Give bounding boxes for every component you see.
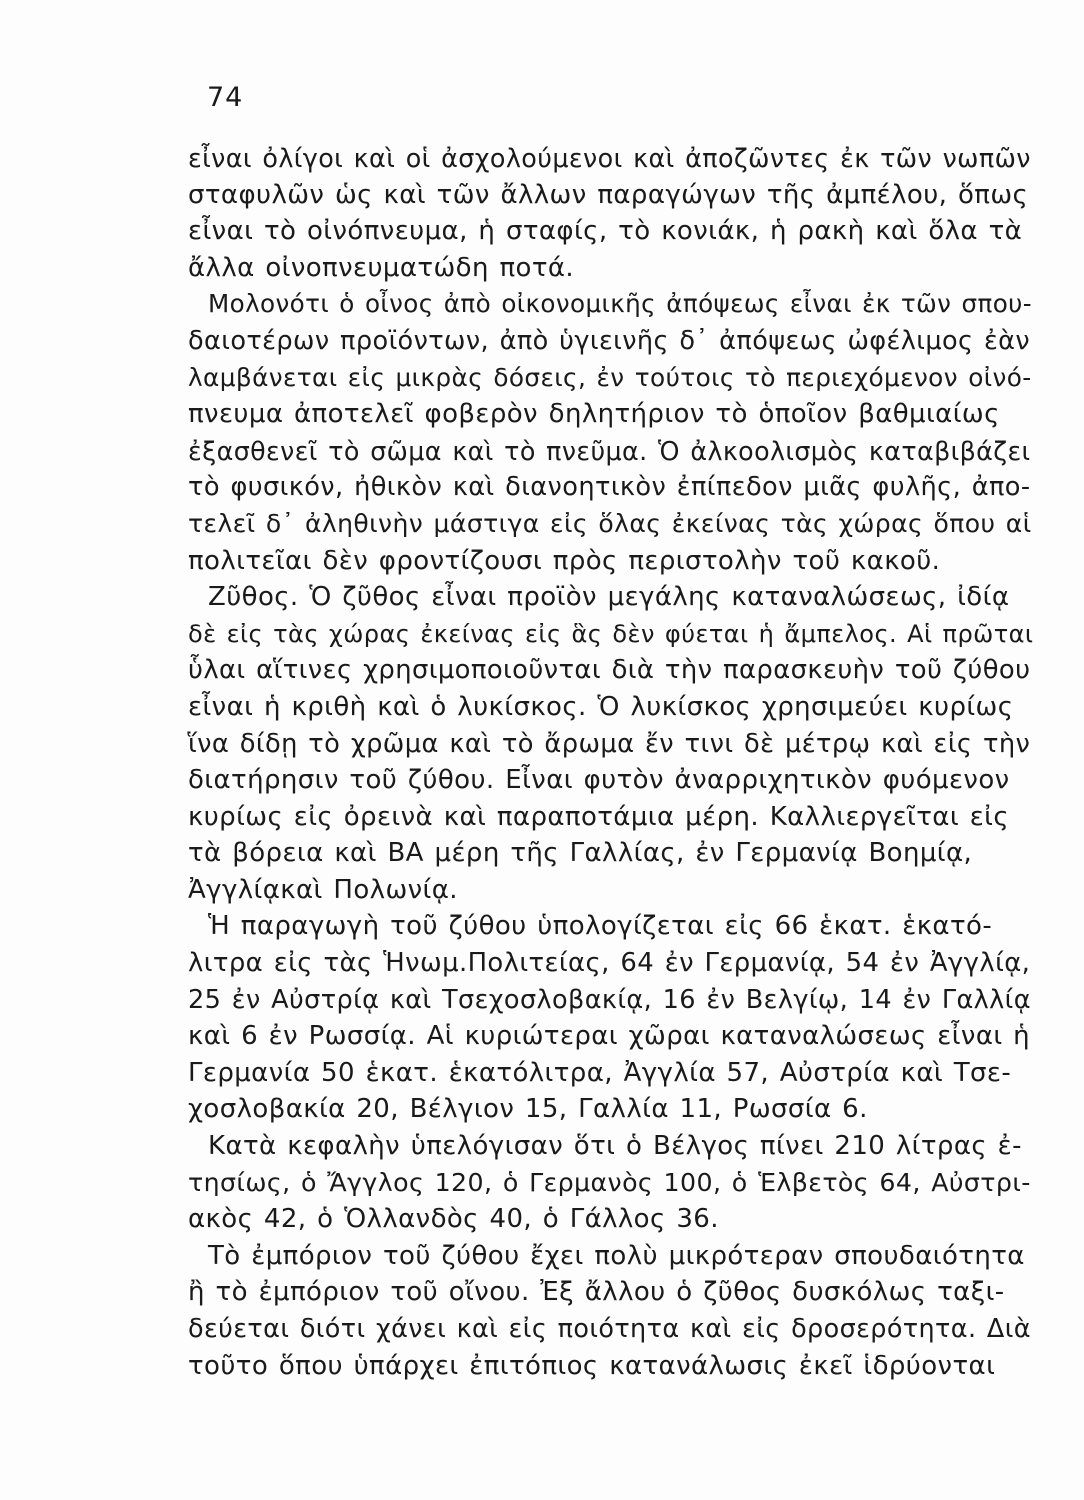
- text-line: δεύεται διότι χάνει καὶ εἰς ποιότητα καὶ εἰς δροσερότητα. Διὰ: [188, 1314, 1031, 1344]
- text-line: καὶ 6 ἐν Ρωσσίᾳ. Αἱ κυριώτεραι χῶραι καταναλώσεως εἶναι ἡ: [188, 1021, 1031, 1052]
- text-line: σταφυλῶν ὡς καὶ τῶν ἄλλων παραγώγων τῆς ἀμπέλου, ὅπως: [188, 179, 1029, 210]
- text-line: ἢ τὸ ἐμπόριον τοῦ οἴνου. Ἐξ ἄλλου ὁ ζῦθος δυσκόλως ταξι-: [188, 1277, 1005, 1308]
- text-line: Ζῦθος. Ὁ ζῦθος εἶναι προϊὸν μεγάλης καταναλώσεως, ἰδίᾳ: [208, 582, 1010, 613]
- text-line: εἶναι ἡ κριθὴ καὶ ὁ λυκίσκος. Ὁ λυκίσκος χρησιμεύει κυρίως: [188, 691, 1014, 722]
- text-line: πολιτεῖαι δὲν φροντίζουσι πρὸς περιστολὴν τοῦ κακοῦ.: [188, 545, 941, 576]
- page-number: 74: [207, 82, 244, 113]
- text-line: κυρίως εἰς ὀρεινὰ καὶ παραποτάμια μέρη. Καλλιεργεῖται εἰς: [188, 801, 1010, 832]
- text-line: πνευμα ἀποτελεῖ φοβερὸν δηλητήριον τὸ ὁποῖον βαθμιαίως: [188, 399, 1000, 430]
- text-line: ἵνα δίδῃ τὸ χρῶμα καὶ τὸ ἄρωμα ἔν τινι δὲ μέτρῳ καὶ εἰς τὴν: [188, 728, 1031, 759]
- text-line: ἐξασθενεῖ τὸ σῶμα καὶ τὸ πνεῦμα. Ὁ ἀλκοολισμὸς καταβιβάζει: [188, 435, 1031, 466]
- text-line: τοῦτο ὅπου ὑπάρχει ἐπιτόπιος κατανάλωσις ἐκεῖ ἱδρύονται: [188, 1350, 996, 1381]
- text-line: ακὸς 42, ὁ Ὁλλανδὸς 40, ὁ Γάλλος 36.: [188, 1204, 719, 1235]
- text-line: χοσλοβακία 20, Βέλγιον 15, Γαλλία 11, Ρωσσία 6.: [188, 1094, 868, 1125]
- text-line: τὸ φυσικόν, ἠθικὸν καὶ διανοητικὸν ἐπίπεδον μιᾶς φυλῆς, ἀπο-: [188, 472, 1031, 503]
- text-line: εἶναι τὸ οἰνόπνευμα, ἡ σταφίς, τὸ κονιάκ, ἡ ρακὴ καὶ ὅλα τὰ: [188, 216, 1023, 247]
- text-line: διατήρησιν τοῦ ζύθου. Εἶναι φυτὸν ἀναρριχητικὸν φυόμενον: [188, 765, 1010, 796]
- text-line: δὲ εἰς τὰς χώρας ἐκείνας εἰς ἃς δὲν φύεται ἡ ἄμπελος. Αἱ πρῶται: [188, 619, 1034, 648]
- text-line: ἄλλα οἰνοπνευματώδη ποτά.: [188, 252, 575, 283]
- text-line: τησίως, ὁ Ἄγγλος 120, ὁ Γερμανὸς 100, ὁ Ἑλβετὸς 64, Αὐστρι-: [188, 1167, 1031, 1197]
- text-line: ὗλαι αἵτινες χρησιμοποιοῦνται διὰ τὴν παρασκευὴν τοῦ ζύθου: [188, 655, 1031, 686]
- text-line: τὰ βόρεια καὶ ΒΑ μέρη τῆς Γαλλίας, ἐν Γερμανίᾳ Βοημίᾳ,: [188, 838, 973, 869]
- text-line: Μολονότι ὁ οἶνος ἀπὸ οἰκονομικῆς ἀπόψεως εἶναι ἐκ τῶν σπου-: [208, 289, 1033, 319]
- text-line: Κατὰ κεφαλὴν ὑπελόγισαν ὅτι ὁ Βέλγος πίνει 210 λίτρας ἐ-: [208, 1131, 1022, 1162]
- text-line: τελεῖ δ᾽ ἀληθινὴν μάστιγα εἰς ὅλας ἐκείνας τὰς χώρας ὅπου αἱ: [188, 508, 1032, 538]
- text-line: Γερμανία 50 ἑκατ. ἑκατόλιτρα, Ἀγγλία 57, Αὐστρία καὶ Τσε-: [188, 1057, 1012, 1088]
- text-line: Τὸ ἐμπόριον τοῦ ζύθου ἔχει πολὺ μικρότεραν σπουδαιότητα: [208, 1240, 1025, 1271]
- body-text: [188, 140, 1034, 1384]
- text-line: λιτρα εἰς τὰς Ἡνωμ.Πολιτείας, 64 ἐν Γερμανίᾳ, 54 ἐν Ἀγγλίᾳ,: [188, 948, 1031, 979]
- text-line: δαιοτέρων προϊόντων, ἀπὸ ὑγιεινῆς δ᾽ ἀπόψεως ὠφέλιμος ἐὰν: [188, 325, 1031, 356]
- text-line: λαμβάνεται εἰς μικρὰς δόσεις, ἐν τούτοις τὸ περιεχόμενον οἰνό-: [188, 362, 1032, 392]
- text-line: Ἀγγλίᾳκαὶ Πολωνίᾳ.: [188, 874, 458, 905]
- text-line: εἶναι ὀλίγοι καὶ οἱ ἀσχολούμενοι καὶ ἀποζῶντες ἐκ τῶν νωπῶν: [188, 143, 1031, 173]
- text-line: 25 ἐν Αὐστρίᾳ καὶ Τσεχοσλοβακίᾳ, 16 ἐν Βελγίῳ, 14 ἐν Γαλλίᾳ: [188, 984, 1031, 1015]
- text-line: Ἡ παραγωγὴ τοῦ ζύθου ὑπολογίζεται εἰς 66 ἑκατ. ἑκατό-: [208, 911, 993, 942]
